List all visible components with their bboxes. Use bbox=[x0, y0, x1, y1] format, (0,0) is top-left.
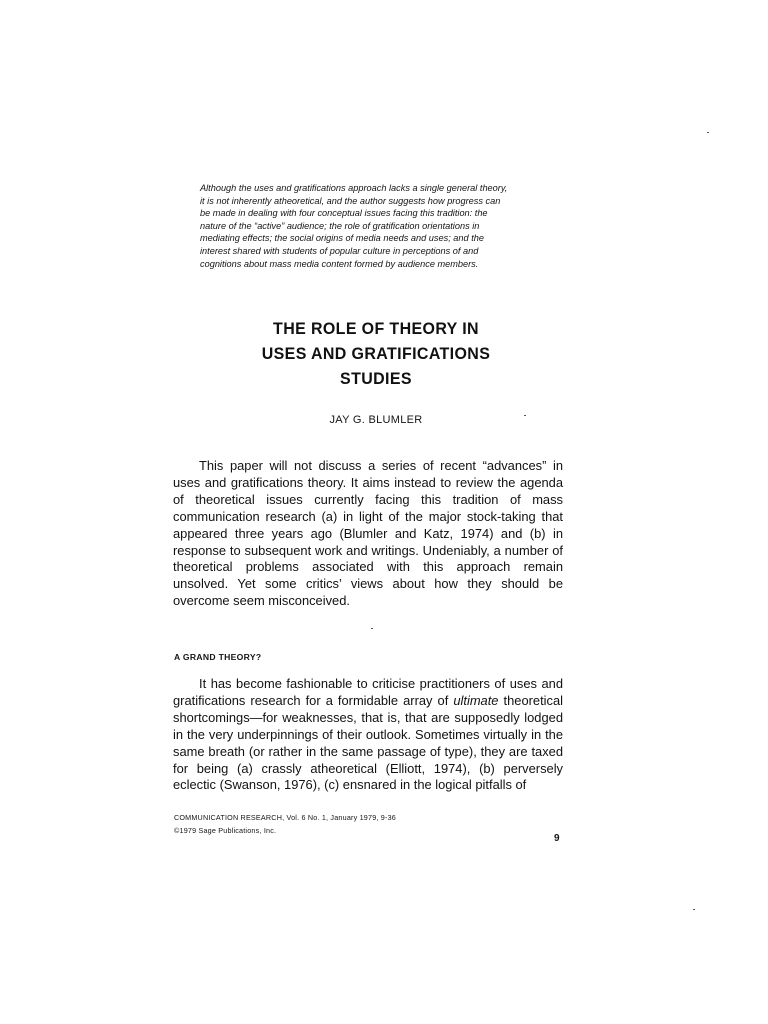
abstract-line: Although the uses and gratifications approach lacks a single general theory, bbox=[200, 183, 508, 193]
title-line: STUDIES bbox=[340, 369, 412, 388]
abstract-line: interest shared with students of popular culture in perceptions of and bbox=[200, 245, 479, 256]
paragraph-2-text-start: It has become fashionable to criticise practitioners of uses and gratifications research for a formidable array of bbox=[173, 676, 563, 708]
paragraph-2-emphasis: ultimate bbox=[453, 692, 499, 708]
scan-speck bbox=[707, 132, 709, 133]
body-paragraph-2 bbox=[173, 676, 563, 794]
abstract-line: mediating effects; the social origins of media needs and uses; and the bbox=[200, 233, 484, 244]
scan-speck bbox=[371, 628, 373, 629]
author-name: JAY G. BLUMLER bbox=[329, 414, 423, 426]
paragraph-1-text: This paper will not discuss a series of recent “advances” in uses and gratifications theory. It aims instead to review the agenda of theoretical issues currently facing this tradition of mass communication research (a) in light of the major stock-taking that appeared three years ago (Blumler and Katz, 1974) and (b) in response to subsequent work and writings. Undeniably, a number of theoretical problems associated with this approach remain unsolved. Yet some critics’ views about how they should be overcome seem misconceived. bbox=[173, 458, 563, 609]
page-number: 9 bbox=[554, 833, 560, 844]
body-paragraph-1 bbox=[173, 458, 563, 610]
scan-speck bbox=[524, 415, 526, 416]
title-line: USES AND GRATIFICATIONS bbox=[261, 344, 491, 363]
footer-copyright: ©1979 Sage Publications, Inc. bbox=[174, 826, 277, 835]
abstract bbox=[200, 182, 562, 270]
abstract-line: cognitions about mass media content formed by audience members. bbox=[200, 258, 479, 269]
title-line: THE ROLE OF THEORY IN bbox=[273, 319, 479, 338]
abstract-line: it is not inherently atheoretical, and the author suggests how progress can bbox=[200, 195, 501, 206]
section-heading: A GRAND THEORY? bbox=[174, 652, 262, 662]
abstract-line: nature of the “active” audience; the role of gratification orientations in bbox=[200, 220, 480, 231]
paper-title bbox=[192, 316, 560, 391]
abstract-line: be made in dealing with four conceptual issues facing this tradition: the bbox=[200, 208, 488, 219]
scan-speck bbox=[693, 909, 695, 910]
paragraph-2-text-end: theoretical shortcomings—for weaknesses, that is, that are supposedly lodged in the very underpinnings of their outlook. Sometimes virtually in the same breath (or rather in the same passage of type), they are taxed for being (a) crassly atheoretical (Elliott, 1974), (b) perversely eclectic (Swanson, 1976), (c) ensnared in the logical pitfalls of bbox=[173, 692, 564, 793]
footer-journal-citation: COMMUNICATION RESEARCH, Vol. 6 No. 1, January 1979, 9-36 bbox=[174, 813, 396, 822]
